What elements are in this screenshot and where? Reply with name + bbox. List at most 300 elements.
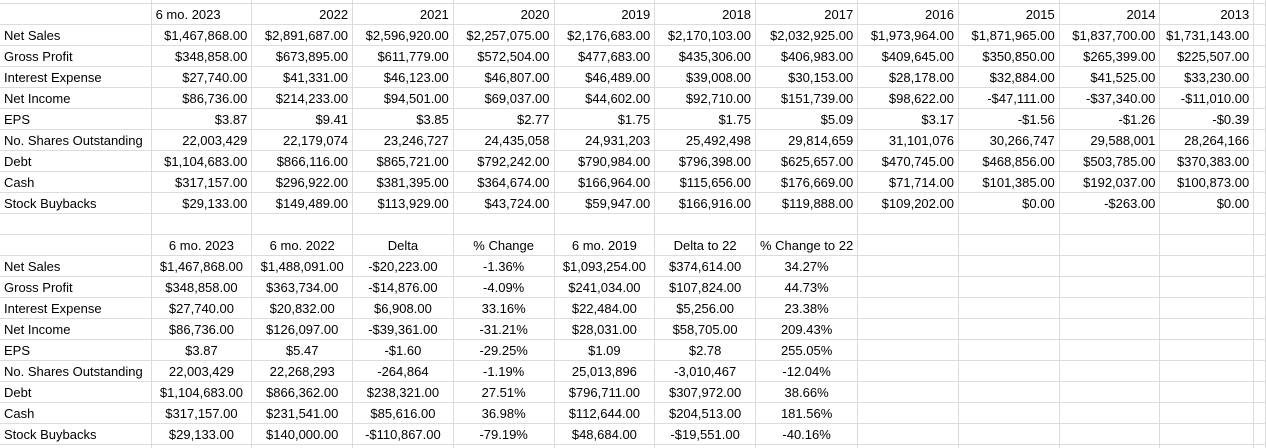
empty-cell[interactable] (1059, 340, 1160, 361)
row-label-cell[interactable]: EPS (0, 340, 151, 361)
cell[interactable]: $29,133.00 (151, 424, 252, 445)
column-header-cell[interactable]: 2016 (858, 4, 959, 25)
column-header-cell[interactable]: 6 mo. 2022 (252, 235, 353, 256)
table-row (0, 151, 1266, 172)
column-header-cell[interactable]: 2019 (554, 4, 655, 25)
cell[interactable]: -$14,876.00 (353, 277, 454, 298)
empty-cell[interactable] (1059, 256, 1160, 277)
empty-cell[interactable] (958, 235, 1059, 256)
cell[interactable]: -$1.56 (958, 109, 1059, 130)
cell[interactable]: -$11,010.00 (1160, 88, 1254, 109)
cell[interactable]: $2,176,683.00 (554, 25, 655, 46)
empty-cell[interactable] (1059, 277, 1160, 298)
row-label-cell[interactable]: Interest Expense (0, 298, 151, 319)
cell[interactable]: -$1.26 (1059, 109, 1160, 130)
empty-cell[interactable] (1160, 340, 1254, 361)
cell[interactable]: $3.87 (151, 109, 252, 130)
cell[interactable]: $2.77 (453, 109, 554, 130)
cell[interactable]: 31,101,076 (858, 130, 959, 151)
empty-cell[interactable] (0, 235, 151, 256)
cell[interactable]: -$1.60 (353, 340, 454, 361)
empty-cell[interactable] (453, 445, 554, 448)
empty-cell[interactable] (0, 445, 151, 448)
cell[interactable]: $364,674.00 (453, 172, 554, 193)
empty-cell[interactable] (858, 319, 959, 340)
cell[interactable]: $140,000.00 (252, 424, 353, 445)
cell[interactable]: 255.05% (755, 340, 857, 361)
top-header-row (0, 4, 1266, 25)
cell[interactable]: 29,814,659 (755, 130, 857, 151)
empty-cell[interactable] (858, 445, 959, 448)
cell[interactable]: $43,724.00 (453, 193, 554, 214)
cell[interactable]: $2,170,103.00 (655, 25, 756, 46)
empty-cell[interactable] (958, 445, 1059, 448)
cell[interactable]: $46,489.00 (554, 67, 655, 88)
cell[interactable]: $370,383.00 (1160, 151, 1254, 172)
cell[interactable]: $69,037.00 (453, 88, 554, 109)
empty-cell[interactable] (1059, 235, 1160, 256)
cell[interactable]: $5.47 (252, 340, 353, 361)
empty-cell[interactable] (858, 382, 959, 403)
empty-cell[interactable] (1160, 298, 1254, 319)
empty-cell[interactable] (0, 214, 151, 235)
cell[interactable]: $112,644.00 (554, 403, 655, 424)
cell[interactable]: $9.41 (252, 109, 353, 130)
cell[interactable]: 38.66% (755, 382, 857, 403)
empty-cell[interactable] (1160, 445, 1254, 448)
cell[interactable]: $6,908.00 (353, 298, 454, 319)
cell[interactable]: -$20,223.00 (353, 256, 454, 277)
cell[interactable]: 25,492,498 (655, 130, 756, 151)
cell[interactable]: 27.51% (453, 382, 554, 403)
cell[interactable]: -$19,551.00 (655, 424, 756, 445)
cell[interactable]: $5,256.00 (655, 298, 756, 319)
cell[interactable]: 22,003,429 (151, 361, 252, 382)
empty-cell[interactable] (1254, 46, 1266, 67)
cell[interactable]: -1.19% (453, 361, 554, 382)
cell[interactable]: $348,858.00 (151, 277, 252, 298)
empty-cell[interactable] (554, 445, 655, 448)
spacer-row (0, 214, 1266, 235)
cell[interactable]: $265,399.00 (1059, 46, 1160, 67)
cell[interactable]: $32,884.00 (958, 67, 1059, 88)
column-header-cell[interactable]: 2013 (1160, 4, 1254, 25)
empty-cell[interactable] (1160, 235, 1254, 256)
cell[interactable]: 22,268,293 (252, 361, 353, 382)
cell[interactable]: $231,541.00 (252, 403, 353, 424)
empty-cell[interactable] (858, 340, 959, 361)
cell[interactable]: $381,395.00 (353, 172, 454, 193)
cell[interactable]: 23,246,727 (353, 130, 454, 151)
column-header-cell[interactable]: Delta (353, 235, 454, 256)
row-label-cell[interactable]: Interest Expense (0, 67, 151, 88)
empty-cell[interactable] (1160, 403, 1254, 424)
cell[interactable]: $166,964.00 (554, 172, 655, 193)
empty-cell[interactable] (1059, 445, 1160, 448)
empty-cell[interactable] (1254, 298, 1266, 319)
row-label-cell[interactable]: EPS (0, 109, 151, 130)
cell[interactable]: 25,013,896 (554, 361, 655, 382)
cell[interactable]: $107,824.00 (655, 277, 756, 298)
row-label-cell[interactable]: Cash (0, 403, 151, 424)
row-label-cell[interactable]: Net Income (0, 88, 151, 109)
cell[interactable]: $44,602.00 (554, 88, 655, 109)
cell[interactable]: $307,972.00 (655, 382, 756, 403)
cell[interactable]: $113,929.00 (353, 193, 454, 214)
empty-cell[interactable] (1254, 172, 1266, 193)
cell[interactable]: $46,807.00 (453, 67, 554, 88)
cell[interactable]: $317,157.00 (151, 403, 252, 424)
cell[interactable]: $409,645.00 (858, 46, 959, 67)
empty-cell[interactable] (655, 445, 756, 448)
column-header-cell[interactable]: 2014 (1059, 4, 1160, 25)
cell[interactable]: 29,588,001 (1059, 130, 1160, 151)
row-label-cell[interactable]: Gross Profit (0, 277, 151, 298)
cell[interactable]: 28,264,166 (1160, 130, 1254, 151)
cell[interactable]: $41,331.00 (252, 67, 353, 88)
cell[interactable]: $625,657.00 (755, 151, 857, 172)
empty-cell[interactable] (1254, 88, 1266, 109)
empty-cell[interactable] (858, 424, 959, 445)
cell[interactable]: $2,032,925.00 (755, 25, 857, 46)
cell[interactable]: $27,740.00 (151, 67, 252, 88)
cell[interactable]: -40.16% (755, 424, 857, 445)
empty-cell[interactable] (1254, 256, 1266, 277)
cell[interactable]: $2,891,687.00 (252, 25, 353, 46)
cell[interactable]: 23.38% (755, 298, 857, 319)
cell[interactable]: $48,684.00 (554, 424, 655, 445)
cell[interactable]: $2,257,075.00 (453, 25, 554, 46)
cell[interactable]: $296,922.00 (252, 172, 353, 193)
cell[interactable]: $86,736.00 (151, 88, 252, 109)
empty-cell[interactable] (554, 214, 655, 235)
cell[interactable]: $176,669.00 (755, 172, 857, 193)
cell[interactable]: $3.87 (151, 340, 252, 361)
table-row (0, 88, 1266, 109)
empty-cell[interactable] (1059, 319, 1160, 340)
cell[interactable]: -$263.00 (1059, 193, 1160, 214)
cell[interactable]: $348,858.00 (151, 46, 252, 67)
row-label-cell[interactable]: Debt (0, 382, 151, 403)
empty-cell[interactable] (1059, 214, 1160, 235)
cell[interactable]: $3.85 (353, 109, 454, 130)
cell[interactable]: $29,133.00 (151, 193, 252, 214)
row-label-cell[interactable]: Net Sales (0, 25, 151, 46)
cell[interactable]: $2,596,920.00 (353, 25, 454, 46)
empty-cell[interactable] (1254, 319, 1266, 340)
row-label-cell[interactable]: Cash (0, 172, 151, 193)
empty-cell[interactable] (958, 424, 1059, 445)
empty-cell[interactable] (1160, 361, 1254, 382)
empty-cell[interactable] (1254, 25, 1266, 46)
cell[interactable]: 33.16% (453, 298, 554, 319)
column-header-cell[interactable]: % Change (453, 235, 554, 256)
empty-cell[interactable] (0, 4, 151, 25)
cell[interactable]: $28,178.00 (858, 67, 959, 88)
cell[interactable]: $241,034.00 (554, 277, 655, 298)
cell[interactable]: $166,916.00 (655, 193, 756, 214)
empty-cell[interactable] (1254, 424, 1266, 445)
cell[interactable]: $92,710.00 (655, 88, 756, 109)
cell[interactable]: $94,501.00 (353, 88, 454, 109)
cell[interactable]: $317,157.00 (151, 172, 252, 193)
empty-cell[interactable] (1254, 235, 1266, 256)
cell[interactable]: -1.36% (453, 256, 554, 277)
cell[interactable]: -$37,340.00 (1059, 88, 1160, 109)
empty-cell[interactable] (755, 214, 857, 235)
empty-cell[interactable] (1059, 298, 1160, 319)
cell[interactable]: $3.17 (858, 109, 959, 130)
table-row (0, 298, 1266, 319)
cell[interactable]: $790,984.00 (554, 151, 655, 172)
cell[interactable]: $796,711.00 (554, 382, 655, 403)
cell[interactable]: $39,008.00 (655, 67, 756, 88)
empty-cell[interactable] (958, 319, 1059, 340)
empty-cell[interactable] (958, 403, 1059, 424)
cell[interactable]: $2.78 (655, 340, 756, 361)
empty-cell[interactable] (958, 214, 1059, 235)
empty-cell[interactable] (1254, 67, 1266, 88)
empty-cell[interactable] (1254, 4, 1266, 25)
cell[interactable]: $225,507.00 (1160, 46, 1254, 67)
cell[interactable]: 44.73% (755, 277, 857, 298)
cell[interactable]: $0.00 (1160, 193, 1254, 214)
empty-cell[interactable] (958, 256, 1059, 277)
cell[interactable]: $503,785.00 (1059, 151, 1160, 172)
empty-cell[interactable] (1254, 130, 1266, 151)
row-label-cell[interactable]: Stock Buybacks (0, 193, 151, 214)
empty-cell[interactable] (1254, 193, 1266, 214)
cell[interactable]: $151,739.00 (755, 88, 857, 109)
cell[interactable]: $192,037.00 (1059, 172, 1160, 193)
column-header-cell[interactable]: % Change to 22 (755, 235, 857, 256)
empty-cell[interactable] (1059, 403, 1160, 424)
empty-cell[interactable] (1254, 340, 1266, 361)
table-row (0, 382, 1266, 403)
column-header-cell[interactable]: 2021 (353, 4, 454, 25)
cell[interactable]: $866,362.00 (252, 382, 353, 403)
table-row (0, 109, 1266, 130)
empty-cell[interactable] (1160, 382, 1254, 403)
row-label-cell[interactable]: No. Shares Outstanding (0, 361, 151, 382)
empty-cell[interactable] (1160, 214, 1254, 235)
cell[interactable]: $41,525.00 (1059, 67, 1160, 88)
cell[interactable]: $470,745.00 (858, 151, 959, 172)
empty-cell[interactable] (353, 214, 454, 235)
cell[interactable]: $59,947.00 (554, 193, 655, 214)
cell[interactable]: 24,931,203 (554, 130, 655, 151)
row-label-cell[interactable]: Debt (0, 151, 151, 172)
empty-cell[interactable] (958, 298, 1059, 319)
cell[interactable]: $238,321.00 (353, 382, 454, 403)
cell[interactable]: -4.09% (453, 277, 554, 298)
empty-cell[interactable] (1160, 277, 1254, 298)
partial-row-bottom (0, 445, 1266, 448)
row-label-cell[interactable]: No. Shares Outstanding (0, 130, 151, 151)
cell[interactable]: $46,123.00 (353, 67, 454, 88)
cell[interactable]: $98,622.00 (858, 88, 959, 109)
cell[interactable]: $30,153.00 (755, 67, 857, 88)
cell[interactable]: $1,488,091.00 (252, 256, 353, 277)
cell[interactable]: $673,895.00 (252, 46, 353, 67)
cell[interactable]: $1,467,868.00 (151, 25, 252, 46)
column-header-cell[interactable]: 2020 (453, 4, 554, 25)
cell[interactable]: 22,179,074 (252, 130, 353, 151)
column-header-cell[interactable]: 6 mo. 2019 (554, 235, 655, 256)
cell[interactable]: $149,489.00 (252, 193, 353, 214)
table-row (0, 361, 1266, 382)
empty-cell[interactable] (252, 445, 353, 448)
empty-cell[interactable] (1254, 109, 1266, 130)
cell[interactable]: $572,504.00 (453, 46, 554, 67)
cell[interactable]: $1,467,868.00 (151, 256, 252, 277)
cell[interactable]: $85,616.00 (353, 403, 454, 424)
empty-cell[interactable] (252, 214, 353, 235)
cell[interactable]: $406,983.00 (755, 46, 857, 67)
cell[interactable]: $796,398.00 (655, 151, 756, 172)
empty-cell[interactable] (1254, 277, 1266, 298)
cell[interactable]: $20,832.00 (252, 298, 353, 319)
cell[interactable]: $33,230.00 (1160, 67, 1254, 88)
empty-cell[interactable] (1254, 151, 1266, 172)
table-row (0, 46, 1266, 67)
empty-cell[interactable] (1059, 382, 1160, 403)
empty-cell[interactable] (958, 340, 1059, 361)
empty-cell[interactable] (858, 256, 959, 277)
cell[interactable]: $1.75 (655, 109, 756, 130)
empty-cell[interactable] (1059, 361, 1160, 382)
table-row (0, 172, 1266, 193)
cell[interactable]: $1.09 (554, 340, 655, 361)
row-label-cell[interactable]: Net Sales (0, 256, 151, 277)
column-header-cell[interactable]: 6 mo. 2023 (151, 235, 252, 256)
row-label-cell[interactable]: Stock Buybacks (0, 424, 151, 445)
cell[interactable]: $115,656.00 (655, 172, 756, 193)
row-label-cell[interactable]: Net Income (0, 319, 151, 340)
cell[interactable]: -$39,361.00 (353, 319, 454, 340)
cell[interactable]: -$110,867.00 (353, 424, 454, 445)
cell[interactable]: 24,435,058 (453, 130, 554, 151)
cell[interactable]: $374,614.00 (655, 256, 756, 277)
empty-cell[interactable] (858, 214, 959, 235)
column-header-cell[interactable]: 2022 (252, 4, 353, 25)
cell[interactable]: $126,097.00 (252, 319, 353, 340)
cell[interactable]: $1,837,700.00 (1059, 25, 1160, 46)
empty-cell[interactable] (1160, 424, 1254, 445)
cell[interactable]: -12.04% (755, 361, 857, 382)
cell[interactable]: 181.56% (755, 403, 857, 424)
empty-cell[interactable] (1254, 361, 1266, 382)
cell[interactable]: $27,740.00 (151, 298, 252, 319)
cell[interactable]: $58,705.00 (655, 319, 756, 340)
cell[interactable]: $1,093,254.00 (554, 256, 655, 277)
cell[interactable]: $100,873.00 (1160, 172, 1254, 193)
cell[interactable]: $792,242.00 (453, 151, 554, 172)
empty-cell[interactable] (1059, 424, 1160, 445)
cell[interactable]: $1,104,683.00 (151, 151, 252, 172)
cell[interactable]: $435,306.00 (655, 46, 756, 67)
cell[interactable]: $865,721.00 (353, 151, 454, 172)
cell[interactable]: -3,010,467 (655, 361, 756, 382)
column-header-cell[interactable]: 2017 (755, 4, 857, 25)
cell[interactable]: $363,734.00 (252, 277, 353, 298)
table-row (0, 25, 1266, 46)
cell[interactable]: $204,513.00 (655, 403, 756, 424)
empty-cell[interactable] (1254, 214, 1266, 235)
column-header-cell[interactable]: Delta to 22 (655, 235, 756, 256)
cell[interactable]: -$47,111.00 (958, 88, 1059, 109)
empty-cell[interactable] (151, 214, 252, 235)
empty-cell[interactable] (1254, 445, 1266, 448)
empty-cell[interactable] (353, 445, 454, 448)
empty-cell[interactable] (453, 214, 554, 235)
cell[interactable]: $350,850.00 (958, 46, 1059, 67)
column-header-cell[interactable]: 2015 (958, 4, 1059, 25)
cell[interactable]: -$0.39 (1160, 109, 1254, 130)
table-row (0, 424, 1266, 445)
cell[interactable]: 209.43% (755, 319, 857, 340)
empty-cell[interactable] (858, 298, 959, 319)
cell[interactable]: $1.75 (554, 109, 655, 130)
cell[interactable]: $1,104,683.00 (151, 382, 252, 403)
cell[interactable]: $101,385.00 (958, 172, 1059, 193)
cell[interactable]: $1,871,965.00 (958, 25, 1059, 46)
row-label-cell[interactable]: Gross Profit (0, 46, 151, 67)
cell[interactable]: $611,779.00 (353, 46, 454, 67)
cell[interactable]: $22,484.00 (554, 298, 655, 319)
column-header-cell[interactable]: 6 mo. 2023 (151, 4, 252, 25)
table-row (0, 256, 1266, 277)
cell[interactable]: -29.25% (453, 340, 554, 361)
cell[interactable]: $5.09 (755, 109, 857, 130)
cell[interactable]: -264,864 (353, 361, 454, 382)
empty-cell[interactable] (858, 361, 959, 382)
empty-cell[interactable] (151, 445, 252, 448)
empty-cell[interactable] (858, 235, 959, 256)
empty-cell[interactable] (655, 214, 756, 235)
empty-cell[interactable] (958, 277, 1059, 298)
column-header-cell[interactable]: 2018 (655, 4, 756, 25)
empty-cell[interactable] (958, 361, 1059, 382)
empty-cell[interactable] (858, 277, 959, 298)
cell[interactable]: -79.19% (453, 424, 554, 445)
empty-cell[interactable] (755, 445, 857, 448)
cell[interactable]: 22,003,429 (151, 130, 252, 151)
empty-cell[interactable] (858, 403, 959, 424)
cell[interactable]: 34.27% (755, 256, 857, 277)
cell[interactable]: $214,233.00 (252, 88, 353, 109)
cell[interactable]: $1,973,964.00 (858, 25, 959, 46)
cell[interactable]: $109,202.00 (858, 193, 959, 214)
empty-cell[interactable] (958, 382, 1059, 403)
cell[interactable]: $866,116.00 (252, 151, 353, 172)
cell[interactable]: -31.21% (453, 319, 554, 340)
cell[interactable]: $468,856.00 (958, 151, 1059, 172)
cell[interactable]: $477,683.00 (554, 46, 655, 67)
empty-cell[interactable] (1254, 403, 1266, 424)
cell[interactable]: $28,031.00 (554, 319, 655, 340)
empty-cell[interactable] (1160, 256, 1254, 277)
cell[interactable]: $86,736.00 (151, 319, 252, 340)
empty-cell[interactable] (1160, 319, 1254, 340)
cell[interactable]: $71,714.00 (858, 172, 959, 193)
cell[interactable]: $0.00 (958, 193, 1059, 214)
cell[interactable]: $1,731,143.00 (1160, 25, 1254, 46)
empty-cell[interactable] (1254, 382, 1266, 403)
cell[interactable]: 36.98% (453, 403, 554, 424)
cell[interactable]: 30,266,747 (958, 130, 1059, 151)
cell[interactable]: $119,888.00 (755, 193, 857, 214)
